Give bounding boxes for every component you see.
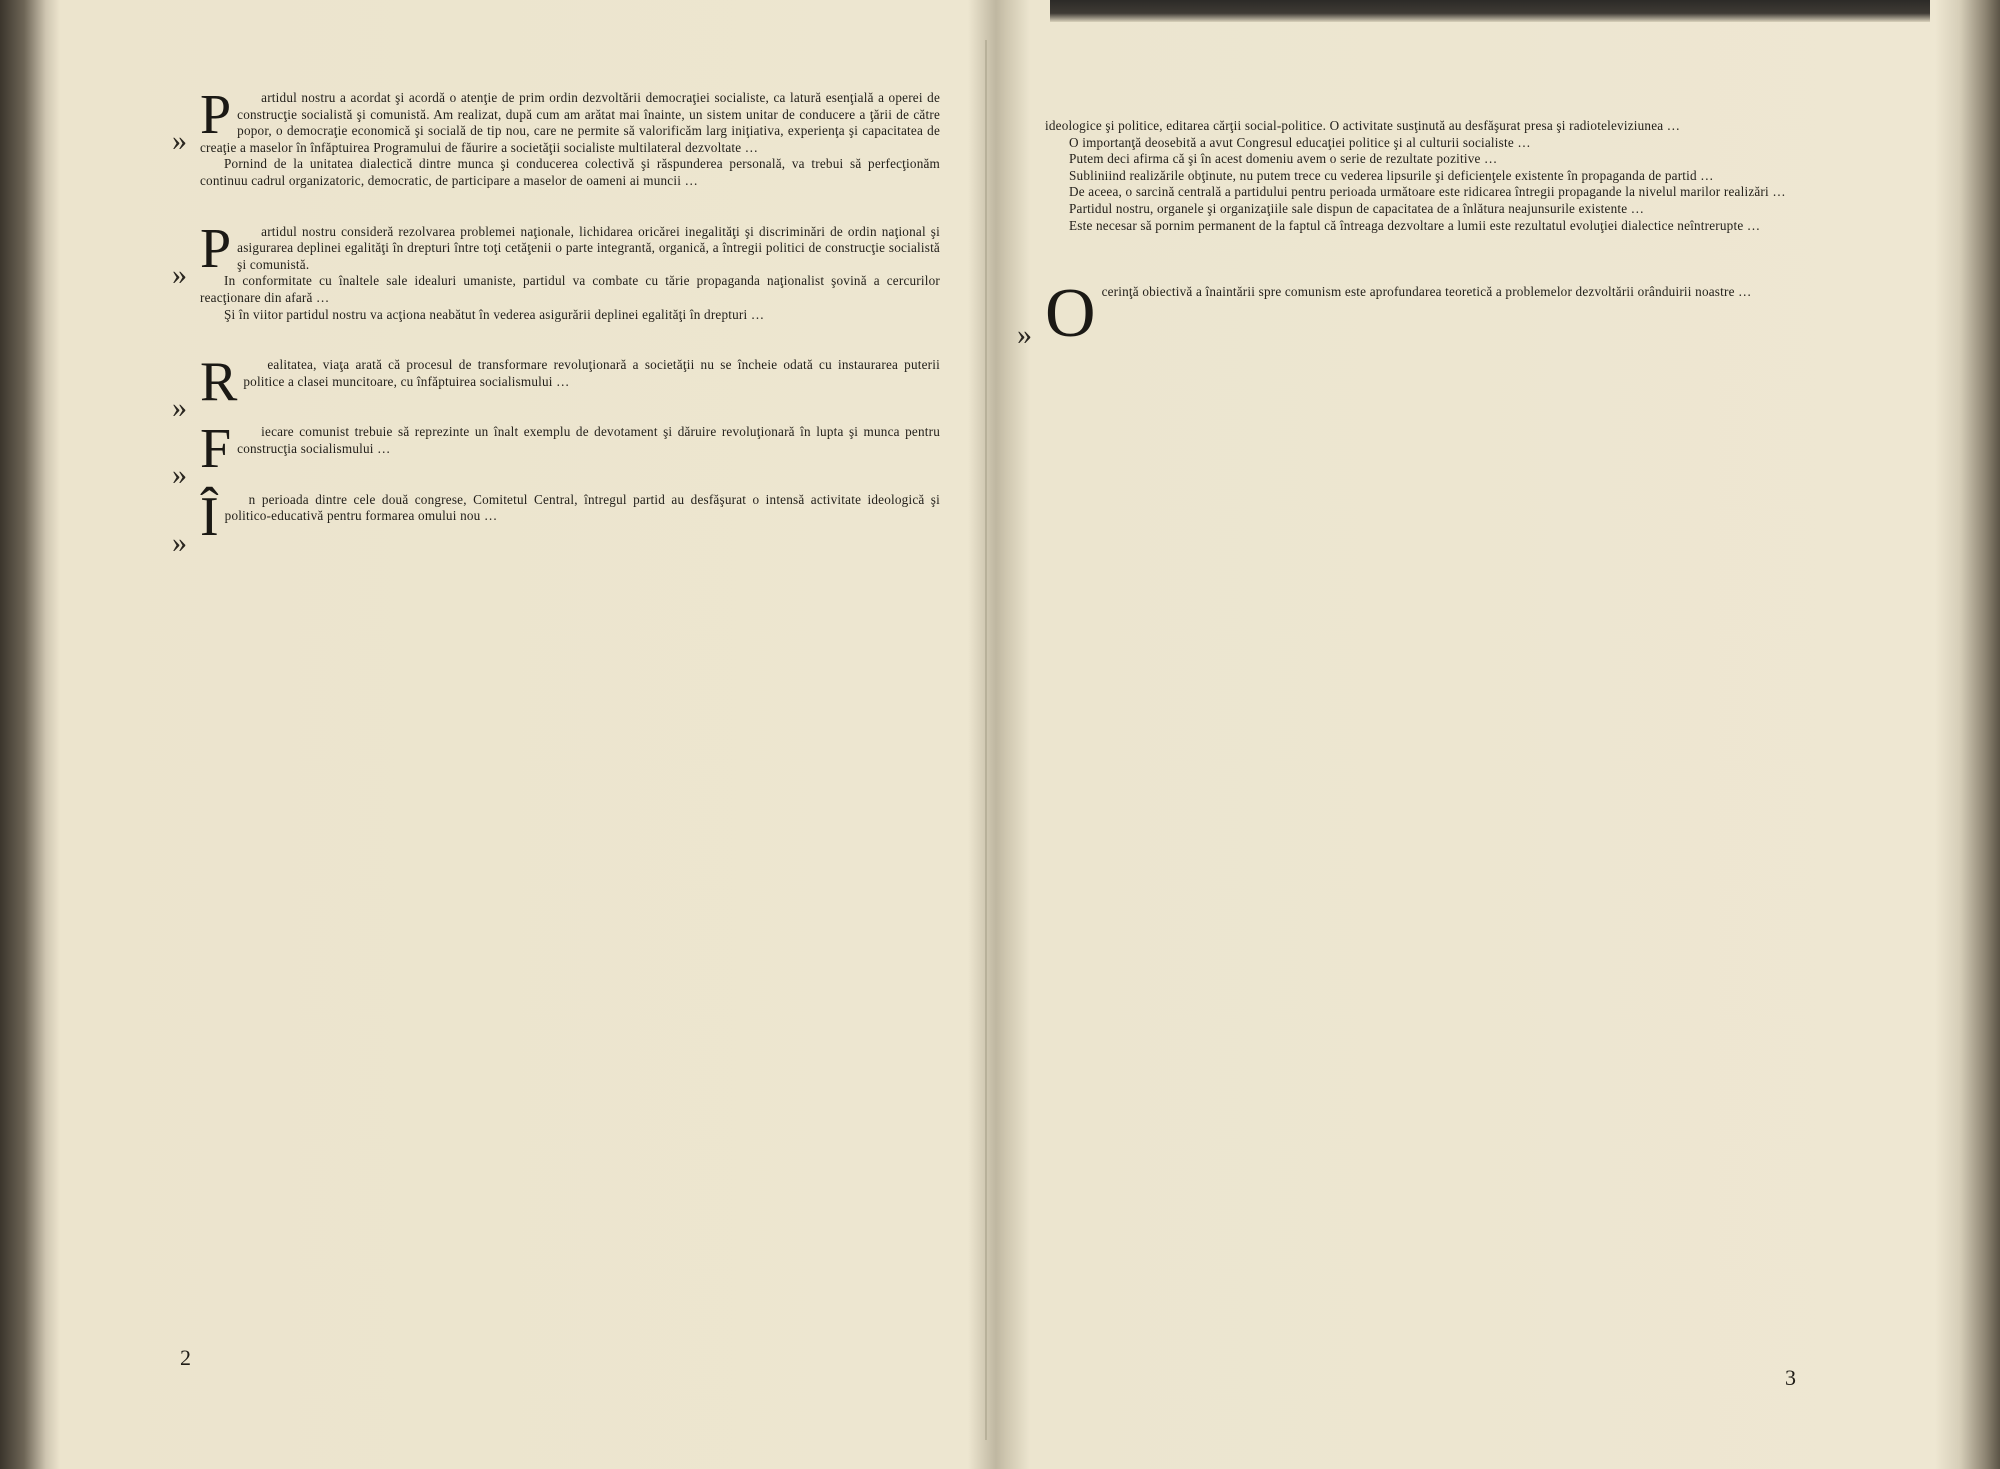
paragraph: O importanţă deosebită a avut Congresul educaţiei politice şi al culturii socialiste … [1069,134,1531,150]
quote-block-5 [172,485,940,559]
paragraph: Este necesar să pornim permanent de la faptul că întreaga dezvoltare a lumii este rezultatul evoluţiei dialectice neîntrerupte … [1069,217,1761,233]
paragraph: ideologice şi politice, editarea cărţii social-politice. O activitate susţinută au desfăşurat presa şi radioteleviziunea … [1045,118,1681,133]
quote-mark: » [172,391,187,425]
page-number-right: 3 [1785,1365,1796,1390]
paragraph: Putem deci afirma că şi în acest domeniu avem o serie de rezultate pozitive … [1069,151,1498,167]
final-quote-block [1017,275,1790,353]
drop-cap: O [1045,275,1096,353]
paragraph: Şi în viitor partidul nostru va acţiona neabătut în vederea asigurării deplinei egalităţi în drepturi … [224,306,765,322]
drop-cap: F [200,418,232,481]
quote-block-1 [172,84,940,190]
page-number-left: 2 [180,1345,191,1370]
quote-mark: » [172,525,187,559]
gutter-fold [985,40,987,1440]
paragraph: Partidul nostru, organele şi organizaţiile sale dispun de capacitatea de a înlătura neajunsurile existente … [1069,200,1645,216]
paragraph: Pornind de la unitatea dialectică dintre munca şi conducerea colectivă şi răspunderea personală, va trebui să perfecţionăm continuu cadrul organizatoric, democratic, de participare a maselor de oameni ai muncii … [200,156,940,188]
right-page [1017,118,1790,353]
quote-mark: » [172,257,187,291]
paragraph: iecare comunist trebuie să reprezinte un înalt exemplu de devotament şi dăruire revoluţionară în lupta şi munca pentru construcţia socialismului … [237,424,940,456]
quote-mark: » [1017,318,1032,352]
quote-mark: » [172,458,187,492]
drop-cap: P [200,217,232,280]
paragraph: Subliniind realizările obţinute, nu putem trece cu vederea lipsurile şi deficienţele existente în propaganda de partid … [1069,167,1714,183]
paragraph: n perioada dintre cele două congrese, Comitetul Central, întregul partid au desfăşurat o intensă activitate ideologică şi politico-educativă pentru formarea omului nou … [224,491,940,524]
left-page [172,84,940,559]
paragraph: In conformitate cu înaltele sale idealuri umaniste, partidul va combate cu tărie propaganda naţionalist şovină a cercurilor reacţionare din afară … [200,273,940,305]
quote-block-3 [172,351,940,425]
paragraph: De aceea, o sarcină centrală a partidului pentru perioada următoare este ridicarea întregii propagande la nivelul marilor realizări … [1069,184,1786,200]
paragraph: cerinţă obiectivă a înaintării spre comunism este aprofundarea teoretică a problemelor dezvoltării orânduirii noastre … [1101,284,1752,300]
quote-mark: » [172,124,187,157]
binding-strip [1050,0,1930,22]
quote-block-2 [172,217,940,324]
paragraph: artidul nostru a acordat şi acordă o atenţie de prim ordin dezvoltării democraţiei socialiste, ca latură esenţială a operei de construcţie socialistă şi comunistă. Am realizat, după cum am arătat mai înainte, un sistem unitar de conducere a ţării de către popor, o democraţie economică şi socială de tip nou, care ne permite să valorificăm larg iniţiativa, experienţa şi capacitatea de creaţie a maselor în înfăptuirea Programului de făurire a societăţii socialiste multilateral dezvoltate … [200,90,940,155]
paragraph: ealitatea, viaţa arată că procesul de transformare revoluţionară a societăţii nu se încheie odată cu instaurarea puterii politice a clasei muncitoare, cu înfăptuirea socialismului … [243,357,940,389]
drop-cap: Î [200,485,219,548]
paragraph: artidul nostru consideră rezolvarea problemei naţionale, lichidarea oricărei inegalităţi şi discriminări de ordin naţional şi asigurarea deplinei egalităţi în drepturi între toţi cetăţenii o parte integrantă, organică, a întregii politici de construcţie socialistă şi comunistă. [237,223,940,272]
drop-cap: R [200,351,238,414]
drop-cap: P [200,84,232,146]
quote-block-4 [172,418,940,492]
